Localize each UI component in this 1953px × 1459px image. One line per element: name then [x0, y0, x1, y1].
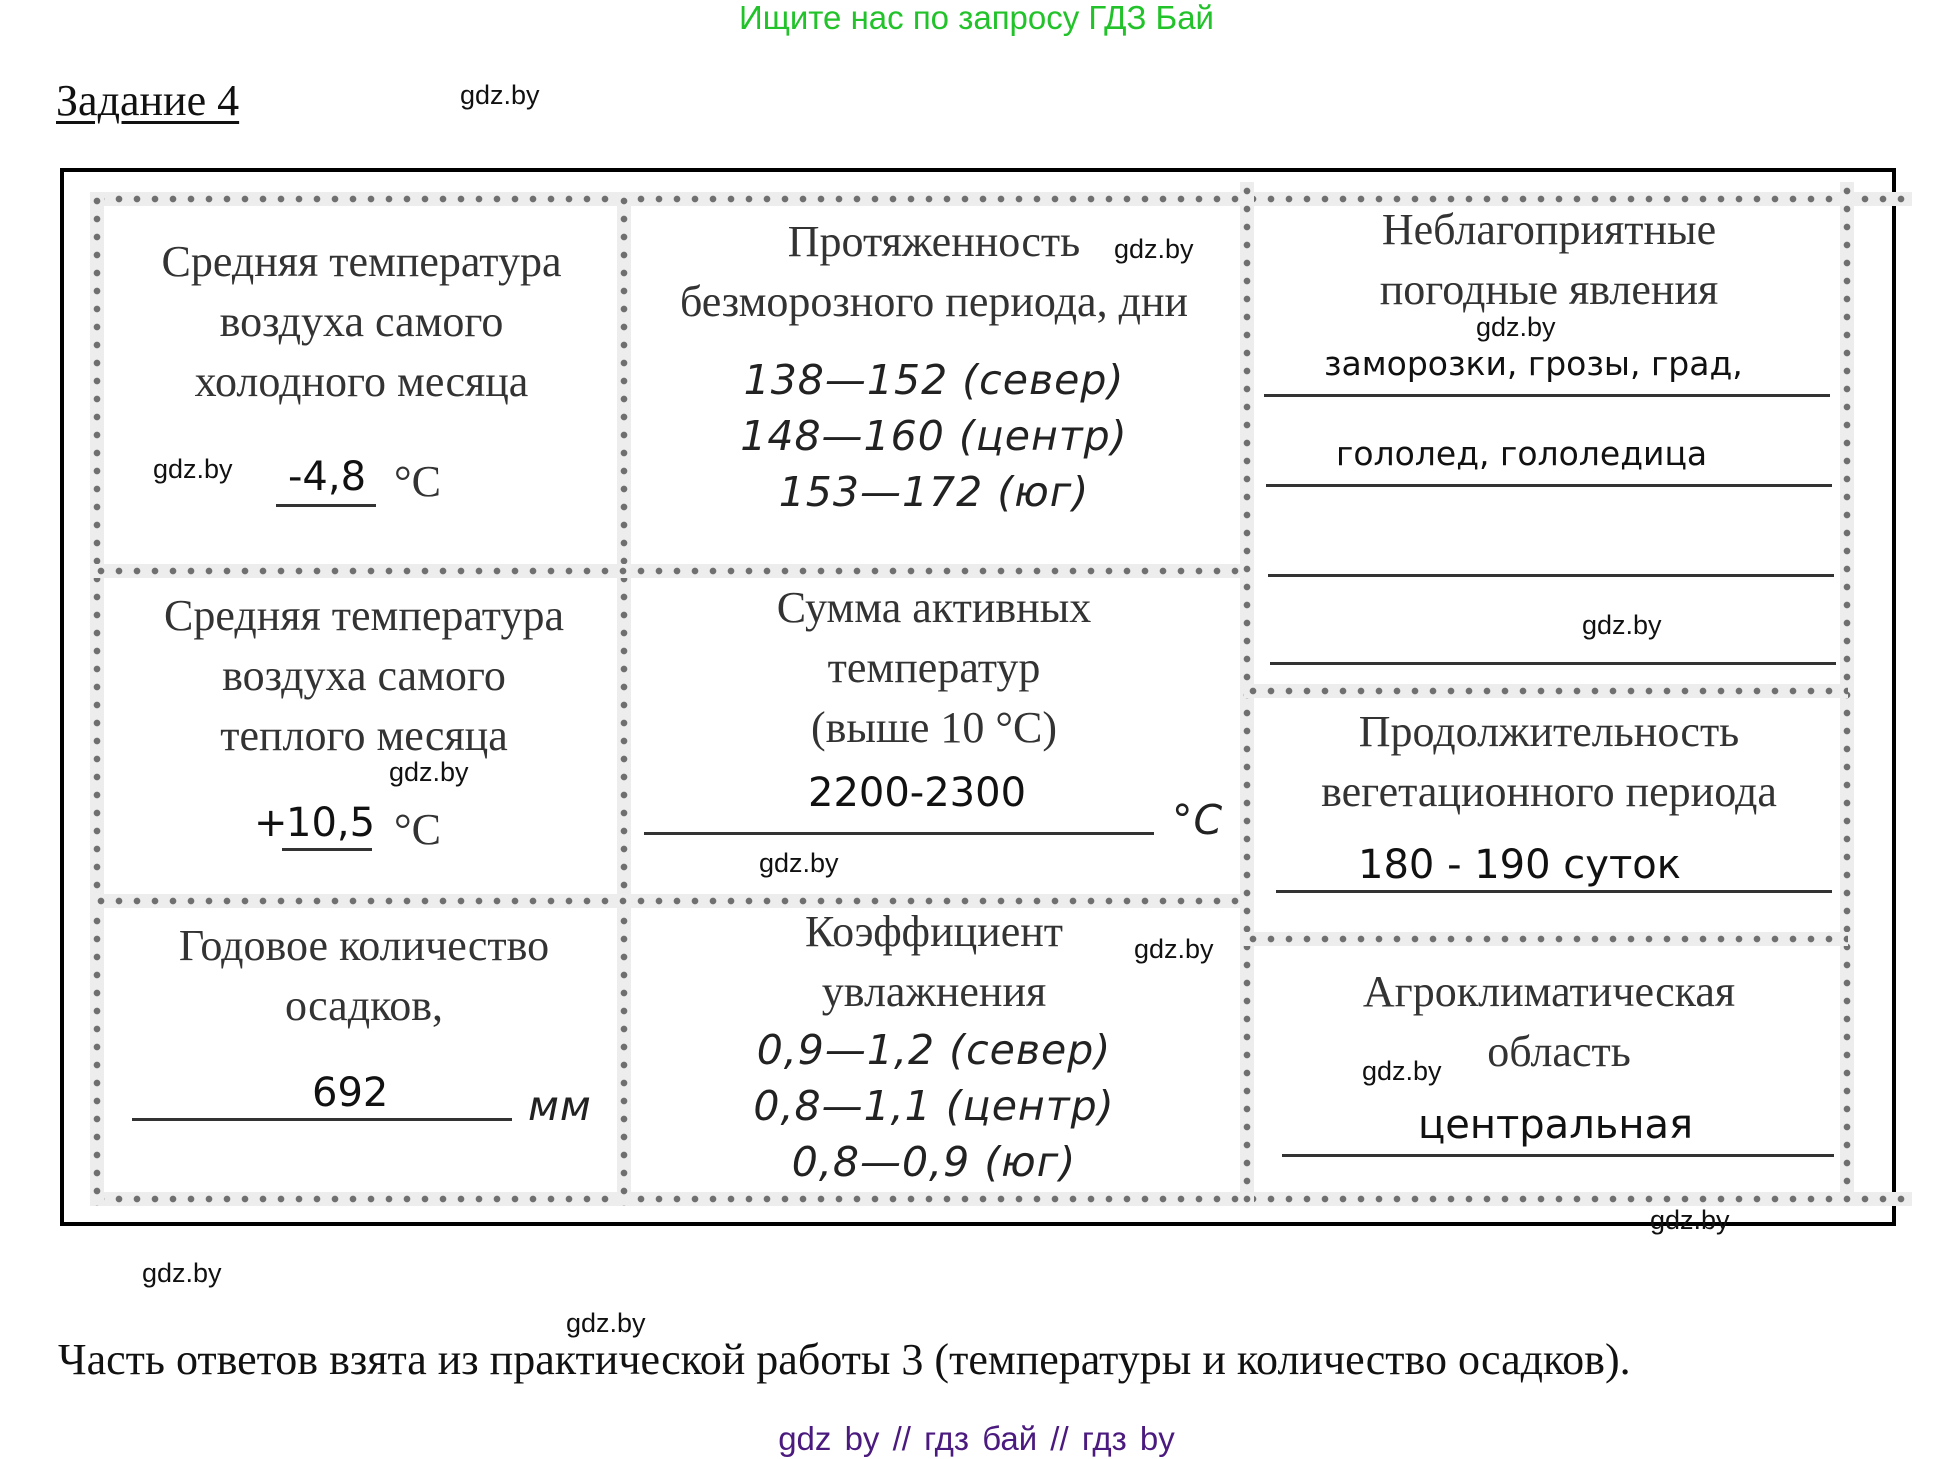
watermark: gdz.by [142, 1258, 222, 1288]
cold-month-label-3: холодного месяца [194, 357, 529, 406]
active-temps-label-2: температур [827, 643, 1041, 692]
grid-row-divider-1 [92, 564, 1242, 578]
moisture-label-1: Коэффициент [804, 907, 1064, 956]
warm-month-answer-line [282, 848, 372, 851]
warm-month-sign: + [254, 800, 288, 846]
adverse-weather-label-2: погодные явления [1379, 265, 1719, 314]
precipitation-unit: мм [528, 1082, 592, 1130]
active-temps-label-1: Сумма активных [776, 583, 1092, 632]
frost-free-south: 153—172 (юг) [778, 468, 1090, 516]
cold-month-label-1: Средняя температура [161, 237, 562, 286]
footer-links: gdz by // гдз бай // гдз by [778, 1420, 1175, 1457]
cell-precipitation [104, 916, 624, 1036]
active-temps-label-3: (выше 10 °C) [811, 703, 1057, 752]
vegetation-answer: 180 - 190 суток [1358, 842, 1681, 888]
watermark: gdz.by [460, 80, 540, 110]
watermark: gdz.by [566, 1308, 646, 1338]
cold-month-answer: -4,8 [288, 454, 367, 500]
agroclimatic-answer: центральная [1418, 1102, 1694, 1148]
moisture-center: 0,8—1,1 (центр) [753, 1082, 1115, 1130]
warm-month-unit: °C [394, 805, 441, 854]
adverse-weather-answer-2: гололед, гололедица [1336, 434, 1708, 473]
grid-right-divider-1 [1244, 684, 1848, 698]
precipitation-label-2: осадков, [285, 981, 443, 1030]
grid-border-bottom [92, 1192, 1912, 1206]
warm-month-answer: 10,5 [286, 800, 376, 846]
agroclimatic-answer-line [1282, 1154, 1834, 1157]
cell-cold-month [104, 232, 619, 412]
frost-free-label-2: безморозного периода, дни [679, 277, 1189, 326]
vegetation-label-1: Продолжительность [1358, 707, 1740, 756]
agroclimatic-label-1: Агроклиматическая [1362, 967, 1736, 1016]
adverse-weather-line-2 [1266, 484, 1832, 487]
watermark: gdz.by [153, 454, 233, 484]
warm-month-label-2: воздуха самого [222, 651, 506, 700]
moisture-label-2: увлажнения [821, 967, 1047, 1016]
grid-border-left [90, 192, 104, 1206]
grid-right-divider-2 [1244, 932, 1848, 946]
cell-adverse-weather [1254, 200, 1844, 320]
source-note: Часть ответов взята из практической работы 3 (температуры и количество осадков). [58, 1335, 1631, 1384]
cell-active-temps [634, 578, 1234, 758]
watermark: gdz.by [1476, 312, 1556, 342]
watermark: gdz.by [1114, 234, 1194, 264]
active-temps-answer: 2200-2300 [808, 770, 1027, 816]
frost-free-label-1: Протяженность [787, 217, 1081, 266]
adverse-weather-line-1 [1264, 394, 1830, 397]
precipitation-answer-line [132, 1118, 512, 1121]
adverse-weather-label-1: Неблагоприятные [1381, 205, 1717, 254]
agroclimatic-label-2: область [1487, 1027, 1631, 1076]
cell-agroclimatic [1254, 962, 1844, 1082]
cell-warm-month [104, 586, 624, 766]
watermark: gdz.by [1650, 1205, 1730, 1235]
adverse-weather-line-4 [1270, 662, 1836, 665]
active-temps-unit: °C [1172, 796, 1224, 844]
vegetation-label-2: вегетационного периода [1321, 767, 1777, 816]
watermark: gdz.by [1362, 1056, 1442, 1086]
active-temps-answer-line [644, 832, 1154, 835]
watermark: gdz.by [389, 757, 469, 787]
cold-month-unit: °C [394, 457, 441, 506]
precipitation-label-1: Годовое количество [178, 921, 550, 970]
moisture-south: 0,8—0,9 (юг) [791, 1138, 1077, 1186]
moisture-north: 0,9—1,2 (север) [756, 1026, 1112, 1074]
climate-table [60, 168, 1896, 1226]
search-banner: Ищите нас по запросу ГДЗ Бай [739, 0, 1214, 36]
frost-free-north: 138—152 (север) [743, 356, 1125, 404]
watermark: gdz.by [1134, 934, 1214, 964]
adverse-weather-line-3 [1268, 574, 1834, 577]
cold-month-answer-line [276, 504, 376, 507]
cold-month-label-2: воздуха самого [219, 297, 504, 346]
vegetation-answer-line [1276, 890, 1832, 893]
adverse-weather-answer-1: заморозки, грозы, град, [1324, 344, 1743, 383]
watermark: gdz.by [1582, 610, 1662, 640]
warm-month-label-3: теплого месяца [220, 711, 508, 760]
task-title: Задание 4 [56, 76, 240, 125]
precipitation-answer: 692 [312, 1070, 389, 1116]
frost-free-center: 148—160 (центр) [740, 412, 1128, 460]
cell-vegetation [1254, 702, 1844, 822]
watermark: gdz.by [759, 848, 839, 878]
warm-month-label-1: Средняя температура [164, 591, 564, 640]
